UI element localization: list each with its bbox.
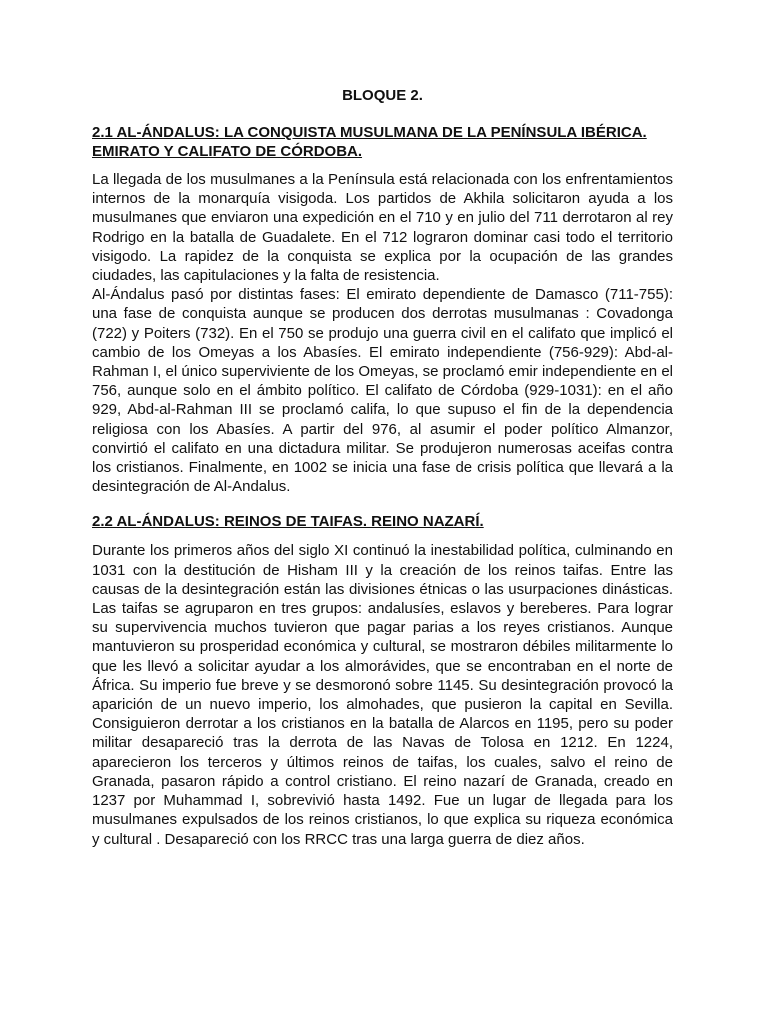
section-heading: 2.1 AL-ÁNDALUS: LA CONQUISTA MUSULMANA DE LA PENÍNSULA IBÉRICA. EMIRATO Y CALIFATO DE CÓRDOBA. [92,124,647,160]
section-al-andalus-conquista [92,123,673,496]
document-title: BLOQUE 2. [342,87,423,104]
section-heading: 2.2 AL-ÁNDALUS: REINOS DE TAIFAS. REINO NAZARÍ. [92,513,484,531]
paragraph: Al-Ándalus pasó por distintas fases: El emirato dependiente de Damasco (711-755): una fase de conquista aunque se producen dos derrotas musulmanas : Covadonga (722) y Poiters (732). En el 750 se produjo una guerra civil en el califato que implicó el cambio de los Omeyas a los Abasíes. El emirato independiente (756-929): Abd-al-Rahman I, el único superviviente de los Omeyas, se proclamó emir independiente en el 756, aunque solo en el ámbito político. El califato de Córdoba (929-1031): en el año 929, Abd-al-Rahman III se proclamó califa, lo que supuso el fin de la dependencia religiosa con los Abasíes. A partir del 976, al asumir el poder político Almanzor, convirtió el califato en una dictadura militar. Se produjeron numerosas aceifas contra los cristianos. Finalmente, en 1002 se inicia una fase de crisis política que llevará a la desintegración de Al-Andalus. [92,286,673,496]
document-page [92,86,673,849]
paragraph: La llegada de los musulmanes a la Península está relacionada con los enfrentamientos internos de la monarquía visigoda. Los partidos de Akhila solicitaron ayuda a los musulmanes que enviaron una expedición en el 710 y en julio del 711 derrotaron al rey Rodrigo en la batalla de Guadalete. En el 712 lograron dominar casi todo el territorio visigodo. La rapidez de la conquista se explica por la ocupación de las grandes ciudades, las capitulaciones y la falta de resistencia. [92,171,673,285]
section-reinos-taifas [92,512,673,848]
section-spacer [92,496,673,510]
paragraph: Durante los primeros años del siglo XI continuó la inestabilidad política, culminando en 1031 con la destitución de Hisham III y la creación de los reinos taifas. Entre las causas de la desintegración están las divisiones étnicas o las usurpaciones dinásticas. Las taifas se agruparon en tres grupos: andalusíes, eslavos y bereberes. Para lograr su supervivencia muchos tuvieron que pagar parias a los reyes cristianos. Aunque mantuvieron su prosperidad económica y cultural, se mostraron débiles militarmente lo que les llevó a solicitar ayudar a los almorávides, que se encontraban en el norte de África. Su imperio fue breve y se desmoronó sobre 1145. Su desintegración provocó la aparición de un nuevo imperio, los almohades, que pusieron la capital en Sevilla. Consiguieron derrotar a los cristianos en la batalla de Alarcos en 1195, pero su poder militar desapareció tras la derrota de las Navas de Tolosa en 1212. En 1224, aparecieron los terceros y últimos reinos de taifas, los cuales, salvo el reino de Granada, pasaron rápido a control cristiano. El reino nazarí de Granada, creado en 1237 por Muhammad I, sobrevivió hasta 1492. Fue un lugar de llegada para los musulmanes expulsados de los reinos cristianos, lo que explica su riqueza económica y cultural . Desapareció con los RRCC tras una larga guerra de diez años. [92,542,673,848]
